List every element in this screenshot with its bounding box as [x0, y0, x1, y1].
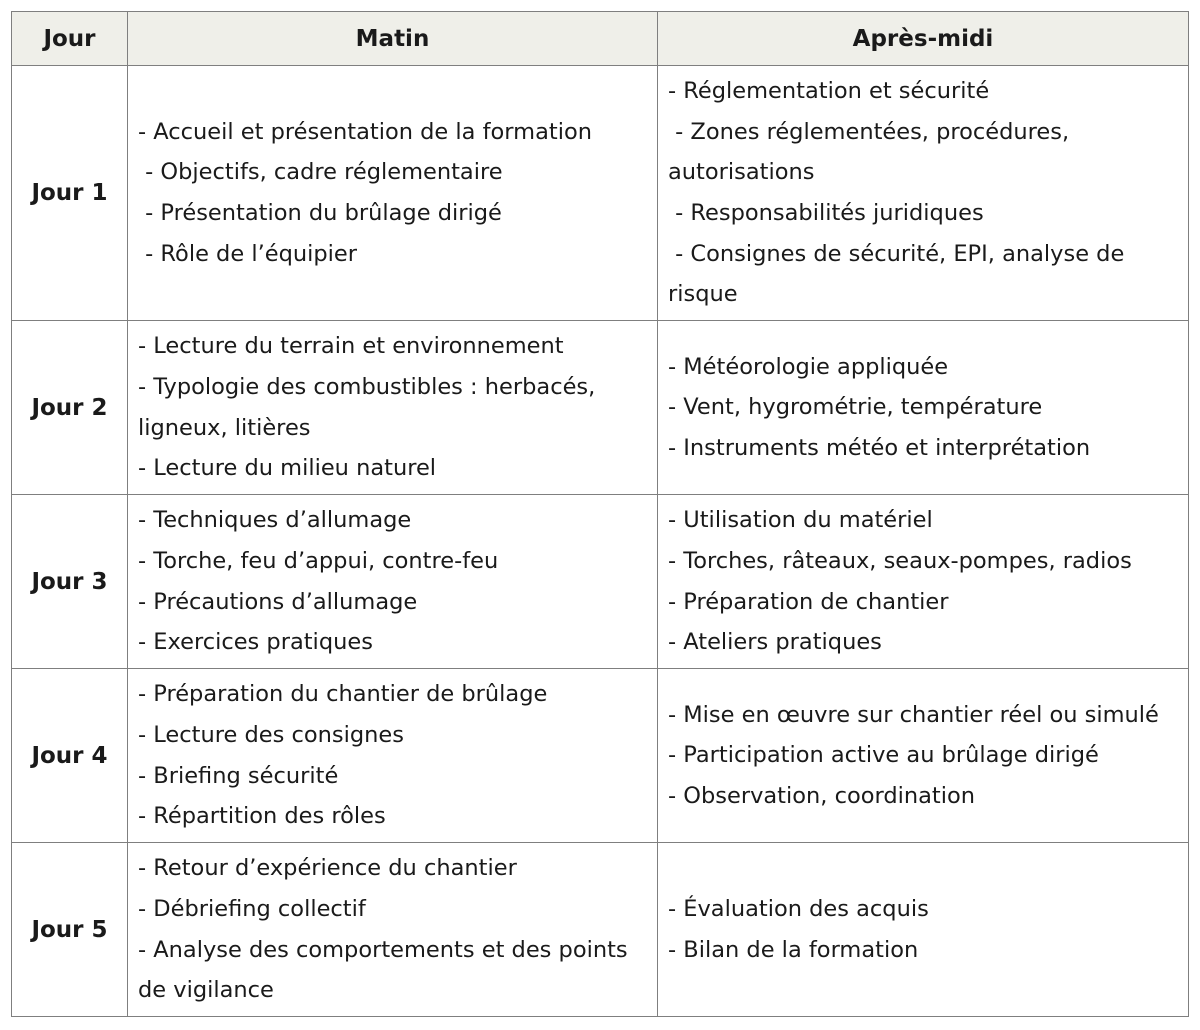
activity-line: - Analyse des comportements et des points de vigilance [138, 936, 635, 1004]
header-row [12, 12, 1189, 66]
activity-line: - Techniques d’allumage [138, 507, 412, 534]
activity-line: - Lecture des consignes [138, 721, 404, 748]
table-row [12, 669, 1189, 843]
activity-line: - Mise en œuvre sur chantier réel ou simulé [668, 701, 1159, 728]
activity-line: - Ateliers pratiques [668, 629, 882, 656]
activity-line: - Typologie des combustibles : herbacés, ligneux, litières [138, 373, 603, 441]
activity-line: - Vent, hygrométrie, température [668, 394, 1043, 421]
day-cell: Jour 2 [12, 321, 128, 495]
matin-cell [128, 66, 658, 321]
activity-line: - Briefing sécurité [138, 762, 339, 789]
activity-line: - Météorologie appliquée [668, 353, 949, 380]
activity-line: - Préparation du chantier de brûlage [138, 681, 548, 708]
activity-line: - Participation active au brûlage dirigé [668, 742, 1099, 769]
header-matin: Matin [128, 12, 658, 66]
activity-line: - Accueil et présentation de la formation [138, 118, 592, 145]
activity-line: - Débriefing collectif [138, 895, 366, 922]
matin-cell [128, 669, 658, 843]
activity-line: - Zones réglementées, procédures, autorisations [668, 118, 1077, 186]
table-body [12, 66, 1189, 1017]
apres-midi-cell [658, 495, 1189, 669]
table-row [12, 843, 1189, 1017]
activity-line: - Évaluation des acquis [668, 895, 929, 922]
activity-line: - Torches, râteaux, seaux-pompes, radios [668, 547, 1132, 574]
training-schedule-table [11, 11, 1189, 1017]
table-row [12, 495, 1189, 669]
activity-line: - Consignes de sécurité, EPI, analyse de risque [668, 240, 1132, 308]
activity-line: - Instruments météo et interprétation [668, 434, 1091, 461]
activity-line: - Torche, feu d’appui, contre-feu [138, 547, 499, 574]
activity-line: - Réglementation et sécurité [668, 78, 990, 105]
activity-line: - Répartition des rôles [138, 803, 386, 830]
apres-midi-cell [658, 321, 1189, 495]
apres-midi-cell [658, 669, 1189, 843]
activity-line: - Rôle de l’équipier [138, 240, 358, 267]
day-cell: Jour 5 [12, 843, 128, 1017]
activity-line: - Lecture du milieu naturel [138, 455, 437, 482]
activity-line: - Observation, coordination [668, 782, 976, 809]
table-row [12, 321, 1189, 495]
day-cell: Jour 3 [12, 495, 128, 669]
activity-line: - Objectifs, cadre réglementaire [138, 159, 503, 186]
day-cell: Jour 4 [12, 669, 128, 843]
activity-line: - Préparation de chantier [668, 588, 949, 615]
table-header [12, 12, 1189, 66]
activity-line: - Précautions d’allumage [138, 588, 418, 615]
matin-cell [128, 321, 658, 495]
day-cell: Jour 1 [12, 66, 128, 321]
activity-line: - Bilan de la formation [668, 936, 919, 963]
activity-line: - Responsabilités juridiques [668, 200, 984, 226]
header-apres-midi: Après-midi [658, 12, 1189, 66]
activity-line: - Retour d’expérience du chantier [138, 855, 517, 882]
header-jour: Jour [12, 12, 128, 66]
activity-line: - Exercices pratiques [138, 629, 373, 656]
table-row [12, 66, 1189, 321]
apres-midi-cell [658, 66, 1189, 321]
activity-line: - Utilisation du matériel [668, 507, 933, 534]
activity-line: - Présentation du brûlage dirigé [138, 200, 502, 226]
activity-line: - Lecture du terrain et environnement [138, 333, 564, 360]
matin-cell [128, 843, 658, 1017]
matin-cell [128, 495, 658, 669]
apres-midi-cell [658, 843, 1189, 1017]
